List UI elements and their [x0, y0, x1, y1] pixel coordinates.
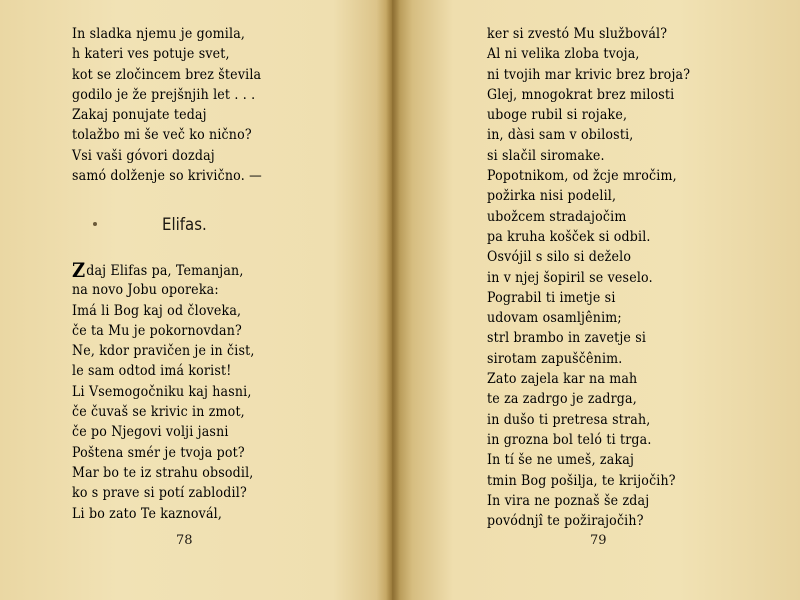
verse-line: in dušo ti pretresa strah, — [487, 411, 651, 428]
verse-line: Al ni velika zloba tvoja, — [487, 46, 640, 63]
verse-line: Zakaj ponujate tedaj — [72, 107, 207, 124]
verse-line: Glej, mnogokrat brez milosti — [487, 86, 675, 103]
verse-line: samó dolženje so krivično. — — [72, 168, 262, 185]
verse-line: godilo je že prejšnjih let . . . — [72, 86, 256, 103]
verse-line: in v njej šopiril se veselo. — [487, 269, 653, 286]
verse-line: Popotnikom, od žcje mročim, — [487, 168, 677, 185]
verse-line: uboge rubil si rojake, — [487, 107, 628, 124]
verse-line: In sladka njemu je gomila, — [72, 26, 246, 42]
verse-line: h kateri ves potuje svet, — [72, 46, 230, 63]
book-gutter — [386, 0, 400, 600]
drop-cap-initial: Z — [72, 258, 86, 282]
verse-line: če po Njegovi volji jasni — [72, 424, 229, 441]
verse-line: požirka nisi podelil, — [487, 188, 617, 205]
verse-line: Mar bo te iz strahu obsodil, — [72, 464, 254, 481]
dot-mark — [93, 222, 97, 226]
verse-line: In tí še ne umeš, zakaj — [487, 452, 635, 469]
verse-line: tolažbo mi še več ko nično? — [72, 127, 252, 144]
right-page-poem — [487, 24, 713, 531]
section-heading: Elifas. — [162, 215, 207, 235]
verse-line: In vira ne poznaš še zdaj — [487, 492, 650, 509]
verse-line: ubožcem stradajočim — [487, 208, 627, 225]
page-number-left: 78 — [176, 533, 193, 548]
verse-line: in grozna bol teló ti trga. — [487, 431, 652, 448]
verse-line: ni tvojih mar krivic brez broja? — [487, 66, 691, 83]
verse-line: Osvójil s silo si deželo — [487, 249, 632, 266]
verse-line: strl brambo in zavetje si — [487, 330, 647, 347]
verse-line: te za zadrgo je zadrga, — [487, 391, 637, 408]
verse-line: ker si zvestó Mu službovál? — [487, 26, 668, 42]
verse-line: Ne, kdor pravičen je in čist, — [72, 343, 255, 360]
verse-line: kot se zločincem brez števila — [72, 66, 262, 83]
verse-line: in, dàsi sam v obilosti, — [487, 127, 634, 144]
verse-line: Vsi vaši góvori dozdaj — [72, 147, 215, 164]
verse-line: Pograbil ti imetje si — [487, 289, 616, 306]
verse-line: Imá li Bog kaj od človeka, — [72, 302, 242, 319]
verse-line: pa kruha košček si odbil. — [487, 228, 651, 245]
verse-line-first — [72, 260, 255, 280]
verse-line: na novo Jobu oporeka: — [72, 282, 219, 299]
verse-line: Li bo zato Te kaznovál, — [72, 505, 223, 522]
verse-line: udovam osamljênim; — [487, 310, 622, 327]
verse-line-text: daj Elifas pa, Temanjan, — [86, 263, 244, 279]
left-verse-continuation — [72, 24, 283, 186]
verse-line: Zato zajela kar na mah — [487, 371, 638, 388]
verse-line: tmin Bog pošilja, te krijočih? — [487, 472, 676, 489]
verse-line: si slačil siromake. — [487, 147, 605, 164]
verse-line: Poštena smér je tvoja pot? — [72, 444, 245, 461]
verse-line: povódnjî te požirajočih? — [487, 513, 644, 530]
verse-line: sirotam zapuščênim. — [487, 350, 623, 367]
verse-line: Li Vsemogočniku kaj hasni, — [72, 383, 252, 400]
page-number-right: 79 — [590, 533, 607, 548]
verse-line: ko s prave si potí zablodil? — [72, 485, 247, 502]
elifas-poem — [72, 260, 275, 524]
verse-line: le sam odtod imá korist! — [72, 363, 232, 380]
verse-line: če čuvaš se krivic in zmot, — [72, 404, 245, 421]
verse-line: če ta Mu je pokornovdan? — [72, 322, 242, 339]
